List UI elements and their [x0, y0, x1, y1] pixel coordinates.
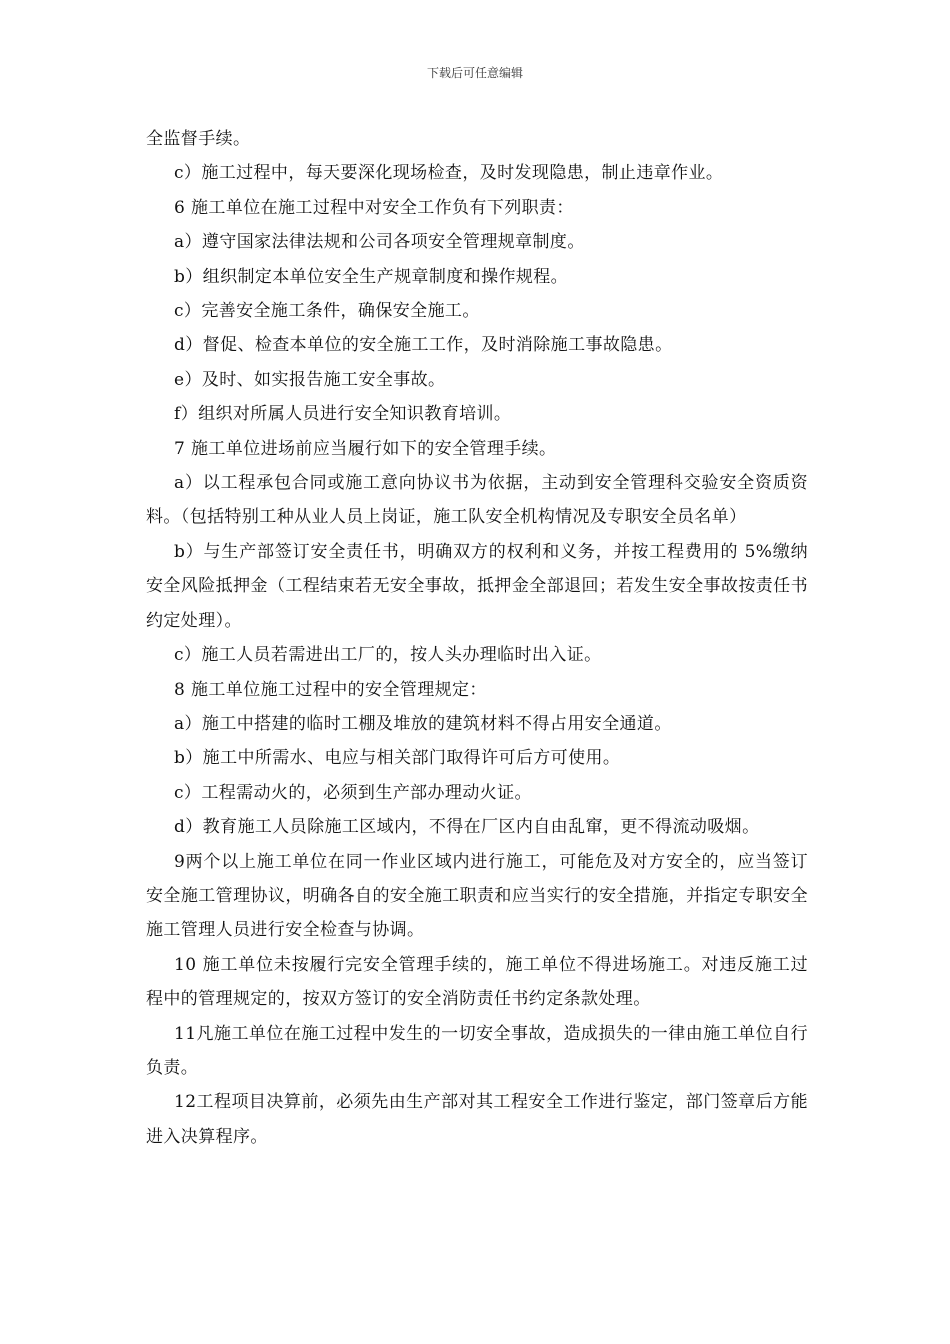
paragraph: c）施工过程中，每天要深化现场检查，及时发现隐患，制止违章作业。	[174, 163, 724, 184]
paragraph: d）督促、检查本单位的安全施工工作，及时消除施工事故隐患。	[174, 335, 673, 356]
paragraph: b）施工中所需水、电应与相关部门取得许可后方可使用。	[174, 748, 621, 769]
paragraph: c）完善安全施工条件，确保安全施工。	[174, 301, 480, 322]
paragraph: d）教育施工人员除施工区域内，不得在厂区内自由乱窜，更不得流动吸烟。	[174, 817, 760, 838]
paragraph: 9两个以上施工单位在同一作业区域内进行施工，可能危及对方安全的，应当签订安全施工管理协议，明确各自的安全施工职责和应当实行的安全措施，并指定专职安全施工管理人员进行安全检查与协调。	[146, 851, 808, 941]
paragraph: 6 施工单位在施工过程中对安全工作负有下列职责：	[174, 197, 574, 218]
document-body	[146, 122, 808, 1154]
paragraph: 12工程项目决算前，必须先由生产部对其工程安全工作进行鉴定，部门签章后方能进入决算程序。	[146, 1092, 808, 1147]
paragraph: a）遵守国家法律法规和公司各项安全管理规章制度。	[174, 232, 585, 253]
paragraph: c）工程需动火的，必须到生产部办理动火证。	[174, 782, 532, 803]
page-header: 下载后可任意编辑	[426, 66, 523, 80]
paragraph: 8 施工单位施工过程中的安全管理规定：	[174, 679, 487, 700]
paragraph: b）与生产部签订安全责任书，明确双方的权利和义务，并按工程费用的 5%缴纳安全风险抵押金（工程结束若无安全事故，抵押金全部退回；若发生安全事故按责任书约定处理）。	[146, 541, 808, 631]
paragraph: c）施工人员若需进出工厂的，按人头办理临时出入证。	[174, 645, 602, 666]
paragraph: b）组织制定本单位安全生产规章制度和操作规程。	[174, 266, 569, 287]
paragraph: 10 施工单位未按履行完安全管理手续的，施工单位不得进场施工。对违反施工过程中的管理规定的，按双方签订的安全消防责任书约定条款处理。	[146, 954, 808, 1010]
paragraph: 7 施工单位进场前应当履行如下的安全管理手续。	[174, 438, 557, 459]
paragraph: a）以工程承包合同或施工意向协议书为依据，主动到安全管理科交验安全资质资料。（包括特别工种从业人员上岗证，施工队安全机构情况及专职安全员名单）	[146, 473, 808, 528]
paragraph: 全监督手续。	[146, 129, 251, 149]
paragraph: 11凡施工单位在施工过程中发生的一切安全事故，造成损失的一律由施工单位自行负责。	[146, 1023, 808, 1078]
paragraph: e）及时、如实报告施工安全事故。	[174, 369, 446, 390]
paragraph: a）施工中搭建的临时工棚及堆放的建筑材料不得占用安全通道。	[174, 713, 672, 734]
paragraph: f）组织对所属人员进行安全知识教育培训。	[174, 404, 512, 425]
